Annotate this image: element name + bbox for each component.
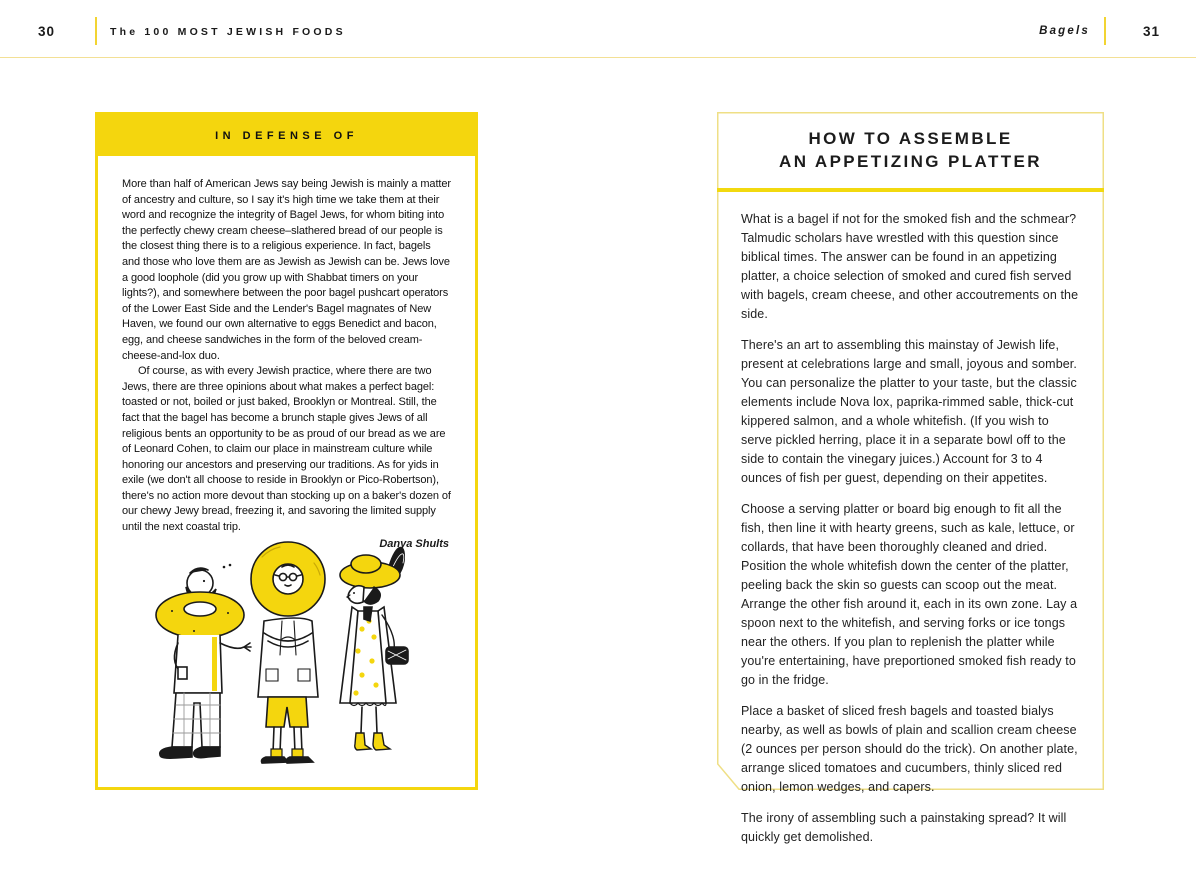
essay-band-title: IN DEFENSE OF <box>215 129 358 142</box>
book-title: The 100 MOST JEWISH FOODS <box>110 26 346 38</box>
essay-paragraph: Of course, as with every Jewish practice, where there are two Jews, there are three opinions about what makes a perfect bagel: toasted or not, boiled or just baked, Brooklyn or Montreal. Still, the fact that the bagel has become a brunch staple gives Jews of all religious bents an opportunity to be as proud of our bread as we are of Leonard Cohen, to claim our place in mainstream culture while honoring our ancestors and preserving our traditions. As for yids in exile (we don't all choose to reside in Brooklyn or Pico-Robertson), there's no action more devout than stocking up on a baker's dozen of our chewy Jewy bread, freezing it, and savoring the limited supply until the next coastal trip. <box>122 365 451 534</box>
page-number-left: 30 <box>38 24 56 39</box>
figure-bagel-head-man <box>251 542 325 763</box>
header-divider-right <box>1104 17 1106 45</box>
recipe-title <box>717 112 1104 188</box>
essay-paragraph: More than half of American Jews say being Jewish is mainly a matter of ancestry and culture, so I say it's high time we take them at their word and recognize the integrity of Bagel Jews, for whom biting into the perfectly chewy cream cheese–slathered bread of our people is the closest thing there is to a religious experience. In fact, bagels and those who love them are as Jewish as Jewish can be. Jews love a good loophole (did you grow up with Shabbat timers on your lights?), and somewhere between the poor bagel pushcart operators of the Lower East Side and the Lender's Bagel magnates of New Haven, we found our own alternative to eggs Benedict and bacon, egg, and cheese sandwiches in the form of the beloved cream-cheese-and-lox duo. <box>122 178 451 362</box>
figure-woman <box>340 548 408 750</box>
essay-band <box>98 115 475 156</box>
recipe-paragraph: What is a bagel if not for the smoked fish and the schmear? Talmudic scholars have wrestled with this question since biblical times. The answer can be found in an appetizing platter, a choice selection of smoked and cured fish served with bagels, cream cheese, and other accoutrements on the side. <box>741 212 1079 321</box>
recipe-title-rule <box>717 188 1104 192</box>
essay-body <box>98 156 475 550</box>
recipe-body <box>741 210 1081 859</box>
header-divider-left <box>95 17 97 45</box>
recipe-paragraph: The irony of assembling such a painstaking spread? It will quickly get demolished. <box>741 811 1067 844</box>
header-rule <box>0 57 1196 58</box>
running-head <box>0 0 1196 57</box>
recipe-paragraph: Choose a serving platter or board big enough to fit all the fish, then line it with hearty greens, such as kale, lettuce, or collards, that have been thoroughly cleaned and dried. Position the whole whitefish down the center of the platter, peeling back the skin so guests can scoop out the meat. Arrange the other fish around it, each in its own zone. Lay a spoon next to the whitefish, and serving forks or ice tongs near the others. If you plan to replenish the platter while you're entertaining, have preportioned smoked fish ready to go in the fridge. <box>741 502 1078 687</box>
bagel-people-drawing <box>136 535 436 779</box>
essay-byline: Danya Shults <box>379 537 449 550</box>
in-defense-of-card <box>95 112 478 790</box>
bagel-people-illustration <box>136 535 436 779</box>
recipe-paragraph: There's an art to assembling this mainstay of Jewish life, present at celebrations large and small, joyous and somber. You can personalize the platter to your taste, but the classic elements include Nova lox, paprika-rimmed sable, thick-cut kippered salmon, and a whole whitefish. (If you wish to serve pickled herring, place it in a separate bowl off to the side to contain the vinegary juices.) Account for 3 to 4 ounces of fish per guest, depending on their appetites. <box>741 338 1077 485</box>
page-number-right: 31 <box>1142 24 1160 39</box>
recipe-title-line2: AN APPETIZING PLATTER <box>779 151 1042 171</box>
recipe-paragraph: Place a basket of sliced fresh bagels and toasted bialys nearby, as well as bowls of plain and scallion cream cheese (2 ounces per person should do the trick). On another plate, arrange sliced tomatoes and cucumbers, thinly sliced red onion, lemon wedges, and capers. <box>741 704 1078 794</box>
figure-bearded-man <box>156 564 251 759</box>
recipe-title-line1: HOW TO ASSEMBLE <box>808 128 1013 148</box>
chapter-label: Bagels <box>1039 25 1090 37</box>
appetizing-platter-card <box>717 112 1104 844</box>
